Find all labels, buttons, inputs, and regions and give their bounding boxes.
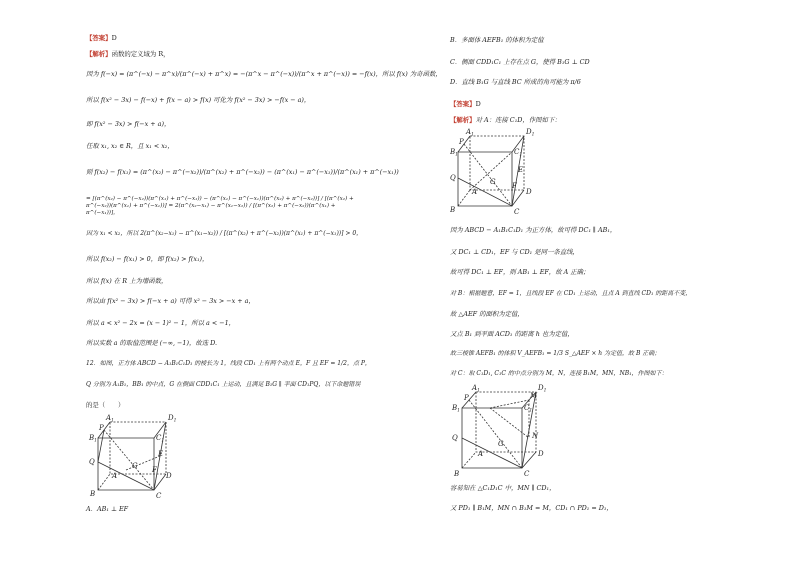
vertex-label: $C_1$ bbox=[524, 404, 533, 414]
answer-value: D bbox=[111, 34, 117, 42]
text-line: = [(π^(x₂) − π^(−x₂))(π^(x₁) + π^(−x₁)) − (π^(x₁) − π^(−x₁))(π^(x₂) + π^(−x₂))] / [(π^(x₂) + π^(−x₂))(π^(x₁) + π^(−x₁))] = 2(π^(x₂−x₁) − π^(x₁−x₂)) / [(π^(x₂) + π^(−x₂))(π^(x₁) + π^(−x₁))]， bbox=[86, 196, 354, 216]
option-d: D．直线 B₁G 与直线 BC 所成的角可能为 π/6 bbox=[450, 78, 581, 86]
vertex-label: Q bbox=[450, 174, 456, 182]
vertex-label: C bbox=[514, 208, 520, 216]
text-line: 因为 ABCD − A₁B₁C₁D₁ 为正方体，故可得 DC₁ ∥ AB₁， bbox=[450, 226, 617, 234]
vertex-label: $A_1$ bbox=[466, 128, 474, 138]
vertex-label: D bbox=[526, 188, 532, 196]
cube-figure-1 bbox=[86, 412, 196, 504]
vertex-label: $B_1$ bbox=[452, 404, 461, 414]
text-line: 任取 x₁, x₂ ∈ R，且 x₁ < x₂， bbox=[86, 142, 174, 150]
text-line: 所以 f(x) 在 R 上为增函数， bbox=[86, 277, 168, 285]
answer-label: 【答案】 bbox=[450, 100, 476, 108]
text-line: 所以实数 a 的取值范围是 (−∞, −1)，故选 D. bbox=[86, 339, 218, 347]
vertex-label: B bbox=[90, 490, 96, 498]
option-a: A．AB₁ ⊥ EF bbox=[86, 505, 129, 513]
text-line: 对 A：连接 C₁D，作图如下： bbox=[475, 116, 561, 124]
answer-line bbox=[450, 100, 481, 108]
vertex-label: M bbox=[530, 392, 538, 400]
option-b: B．多面体 AEFB₁ 的体积为定值 bbox=[450, 36, 544, 44]
text-line: 对 B：根据题意，EF = 1，且线段 EF 在 CD₁ 上运动，且点 A 到直线 CD₁ 的距离不变， bbox=[450, 290, 692, 297]
vertex-label: A bbox=[112, 472, 118, 480]
vertex-label: E bbox=[158, 450, 164, 458]
vertex-label: Q bbox=[89, 458, 95, 466]
vertex-label: G bbox=[490, 178, 496, 186]
vertex-label: $C_1$ bbox=[514, 148, 523, 158]
text-line: 又 PD₁ ∥ B₁M，MN ∩ B₁M = M，CD₁ ∩ PD₁ = D₁， bbox=[450, 504, 613, 512]
analysis-line bbox=[450, 116, 561, 124]
answer-label: 【答案】 bbox=[86, 34, 112, 42]
vertex-label: D bbox=[538, 450, 544, 458]
vertex-label: F bbox=[152, 466, 157, 474]
right-column bbox=[450, 0, 740, 562]
vertex-label: $C_1$ bbox=[156, 434, 165, 444]
answer-value: D bbox=[475, 100, 481, 108]
vertex-label: P bbox=[464, 394, 469, 402]
text-line: 所以 f(x₂) − f(x₁) > 0，即 f(x₂) > f(x₁)， bbox=[86, 255, 209, 263]
vertex-label: N bbox=[532, 432, 539, 440]
vertex-label: B bbox=[450, 206, 456, 214]
text-line: 故三棱锥 AEFB₁ 的体积 V_AEFB₁ = 1/3 S_△AEF × h 为定值，故 B 正确； bbox=[450, 350, 661, 357]
vertex-label: G bbox=[498, 440, 504, 448]
left-column bbox=[86, 0, 442, 562]
cube-figure-3 bbox=[450, 380, 560, 480]
vertex-label: $D_1$ bbox=[526, 128, 535, 138]
vertex-label: $A_1$ bbox=[472, 384, 480, 394]
vertex-label: D bbox=[166, 472, 172, 480]
vertex-label: C bbox=[524, 470, 530, 478]
vertex-label: A bbox=[478, 450, 484, 458]
text-line: 故 △AEF 的面积为定值， bbox=[450, 310, 524, 318]
question-12-line: 12．如图，正方体 ABCD − A₁B₁C₁D₁ 的棱长为 1，线段 CD₁ 上有两个动点 E，F 且 EF = 1/2，点 P， bbox=[86, 360, 371, 367]
vertex-label: $D_1$ bbox=[168, 414, 177, 424]
text-line: 又点 B₁ 到平面 ACD₁ 的距离 h 也为定值， bbox=[450, 330, 574, 338]
vertex-label: $A_1$ bbox=[106, 414, 114, 424]
vertex-label: G bbox=[132, 462, 138, 470]
cube-figure-2 bbox=[450, 126, 550, 218]
text-line: 对 C：取 C₁D₁, C₁C 的中点分别为 M，N，连接 B₁M，MN，NB₁，作图如下： bbox=[450, 370, 668, 377]
text-line: 又 DC₁ ⊥ CD₁，EF 与 CD₁ 是同一条直线， bbox=[450, 248, 579, 256]
vertex-label: B bbox=[454, 470, 460, 478]
vertex-label: A bbox=[472, 188, 478, 196]
text-line: 函数的定义域为 R， bbox=[111, 50, 170, 58]
analysis-label: 【解析】 bbox=[86, 50, 112, 58]
question-12-line: 的是（ ） bbox=[86, 401, 125, 409]
vertex-label: P bbox=[99, 424, 104, 432]
text-line: 因为 x₁ < x₂，所以 2(π^(x₂−x₁) − π^(x₁−x₂)) / [(π^(x₂) + π^(−x₂))(π^(x₁) + π^(−x₁))] > 0， bbox=[86, 230, 363, 237]
text-line: 因为 f(−x) = (π^(−x) − π^x)/(π^(−x) + π^x) = −(π^x − π^(−x))/(π^x + π^(−x)) = −f(x)，所以 f(x) 为奇函数， bbox=[86, 70, 442, 78]
text-line: 所以 a < x² − 2x = (x − 1)² − 1，所以 a < −1， bbox=[86, 319, 236, 327]
answer-line bbox=[86, 34, 117, 42]
text-line: 所以 f(x² − 3x) − f(−x) + f(x − a) > f(x) 可化为 f(x² − 3x) > −f(x − a)， bbox=[86, 96, 311, 104]
text-line: 则 f(x₂) − f(x₁) = (π^(x₂) − π^(−x₂))/(π^(x₂) + π^(−x₂)) − (π^(x₁) − π^(−x₁))/(π^(x₁) + π^(−x₁)) bbox=[86, 168, 399, 176]
text-line: 故可得 DC₁ ⊥ EF，则 AB₁ ⊥ EF，故 A 正确； bbox=[450, 268, 590, 276]
question-12-line: Q 分别为 A₁B₁，BB₁ 的中点，G 在侧面 CDD₁C₁ 上运动，且满足 B₁G ∥ 平面 CD₁PQ，以下命题错误 bbox=[86, 381, 361, 388]
vertex-label: $D_1$ bbox=[538, 384, 547, 394]
text-line: 即 f(x² − 3x) > f(−x + a)， bbox=[86, 120, 171, 128]
vertex-label: F bbox=[512, 182, 517, 190]
text-line: 容易知在 △C₁D₁C 中，MN ∥ CD₁， bbox=[450, 484, 556, 492]
vertex-label: P bbox=[459, 138, 464, 146]
vertex-label: $B_1$ bbox=[89, 434, 98, 444]
text-line: 所以由 f(x² − 3x) > f(−x + a) 可得 x² − 3x > −x + a， bbox=[86, 297, 255, 305]
vertex-label: $B_1$ bbox=[450, 148, 459, 158]
vertex-label: C bbox=[156, 492, 162, 500]
vertex-label: Q bbox=[452, 434, 458, 442]
option-c: C．侧面 CDD₁C₁ 上存在点 G，使得 B₁G ⊥ CD bbox=[450, 58, 590, 66]
analysis-line bbox=[86, 50, 170, 58]
analysis-label: 【解析】 bbox=[450, 116, 476, 124]
vertex-label: E bbox=[518, 166, 524, 174]
